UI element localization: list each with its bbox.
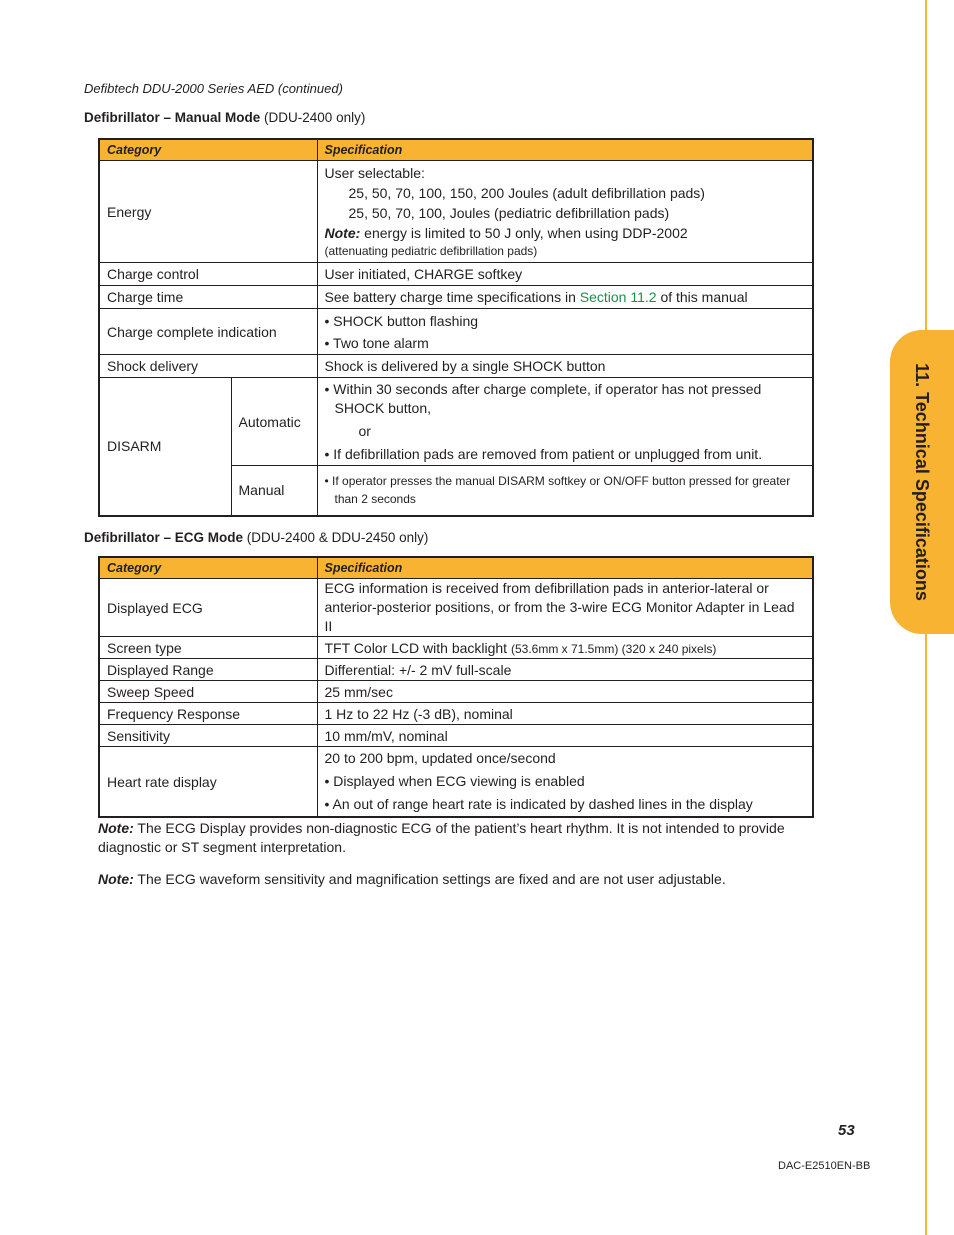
row-label-shock-delivery: Shock delivery [99,355,317,378]
sensitivity-value: 10 mm/mV, nominal [317,725,813,747]
note-1-label: Note: [98,820,134,836]
energy-line-3: 25, 50, 70, 100, Joules (pediatric defibrillation pads) [348,205,670,221]
row-label-charge-control: Charge control [99,263,317,286]
disarm-manual-item: • If operator presses the manual DISARM softkey or ON/OFF button pressed for greater than 2 seconds [324,474,791,507]
displayed-ecg-line-2: anterior-posterior positions, or from the 3-wire ECG Monitor Adapter in Lead II [324,599,795,634]
screen-type-value [317,637,813,659]
row-label-sweep-speed: Sweep Speed [99,681,317,703]
page-number: 53 [838,1122,855,1139]
screen-type-main: TFT Color LCD with backlight [324,639,508,656]
note-1-text: The ECG Display provides non-diagnostic ECG of the patient’s heart rhythm. It is not intended to provide diagnostic or ST segment interpretation. [98,820,785,855]
section-11-2-link[interactable]: Section 11.2 [579,289,657,305]
row-label-charge-time: Charge time [99,286,317,309]
table-row [99,681,813,703]
table-row [99,161,813,263]
charge-complete-item-1: • SHOCK button flashing [324,312,479,329]
ecg-mode-title-rest: (DDU-2400 & DDU-2450 only) [246,530,429,545]
screen-type-dimensions: (53.6mm x 71.5mm) (320 x 240 pixels) [510,641,717,656]
energy-note [325,223,806,243]
document-code: DAC-E2510EN-BB [778,1160,871,1172]
table-header-row [99,557,813,579]
heart-rate-line-3: • An out of range heart rate is indicated by dashed lines in the display [324,796,753,812]
charge-complete-item-2: • Two tone alarm [324,334,429,351]
table-row [99,263,813,286]
displayed-ecg-line-1: ECG information is received from defibrillation pads in anterior-lateral or [324,580,769,596]
disarm-automatic-value [317,378,813,466]
row-label-disarm: DISARM [99,378,231,516]
charge-time-post: of this manual [660,289,748,305]
note-2-text: The ECG waveform sensitivity and magnification settings are fixed and are not user adjustable. [137,871,726,887]
header-specification: Specification [317,139,813,161]
row-label-energy: Energy [99,161,317,263]
charge-time-pre: See battery charge time specifications in [324,289,576,305]
row-label-displayed-range: Displayed Range [99,659,317,681]
sweep-speed-value: 25 mm/sec [317,681,813,703]
manual-mode-title [84,110,365,125]
charge-time-value [317,286,813,309]
table-row [99,703,813,725]
row-label-sensitivity: Sensitivity [99,725,317,747]
table-row [99,355,813,378]
energy-line-2: 25, 50, 70, 100, 150, 200 Joules (adult defibrillation pads) [348,185,705,201]
manual-mode-title-bold: Defibrillator – Manual Mode [84,110,261,125]
charge-control-value: User initiated, CHARGE softkey [317,263,813,286]
disarm-manual-label: Manual [231,466,317,516]
row-label-charge-complete: Charge complete indication [99,309,317,355]
header-category: Category [99,557,317,579]
chapter-tab-label: 11. Technical Specifications [912,363,932,601]
disarm-auto-or: or [358,422,371,439]
note-2-label: Note: [98,871,134,887]
table-row [99,286,813,309]
manual-mode-table [98,138,814,517]
energy-note-text-2: (attenuating pediatric defibrillation pads) [324,244,538,258]
disarm-automatic-label: Automatic [231,378,317,466]
displayed-ecg-value [317,579,813,637]
running-head: Defibtech DDU-2000 Series AED (continued) [84,81,343,96]
frequency-response-value: 1 Hz to 22 Hz (-3 dB), nominal [317,703,813,725]
note-1 [98,819,818,857]
energy-spec [317,161,813,263]
ecg-mode-title-bold: Defibrillator – ECG Mode [84,530,244,545]
ecg-mode-table [98,556,814,818]
table-row [99,725,813,747]
table-row [99,747,813,818]
note-2 [98,870,818,889]
energy-line-1: User selectable: [324,165,425,181]
displayed-range-value: Differential: +/- 2 mV full-scale [317,659,813,681]
manual-mode-title-rest: (DDU-2400 only) [264,110,366,125]
disarm-auto-item-1: • Within 30 seconds after charge complete, if operator has not pressed SHOCK button, [324,380,762,416]
table-header-row [99,139,813,161]
ecg-mode-title [84,530,428,545]
table-row [99,309,813,355]
table-row [99,637,813,659]
header-specification: Specification [317,557,813,579]
table-row [99,378,813,466]
row-label-screen-type: Screen type [99,637,317,659]
disarm-manual-value [317,466,813,516]
heart-rate-line-2: • Displayed when ECG viewing is enabled [324,773,585,789]
row-label-frequency-response: Frequency Response [99,703,317,725]
energy-note-label: Note: [324,225,361,241]
header-category: Category [99,139,317,161]
table-row [99,579,813,637]
energy-note-text: energy is limited to 50 J only, when using DDP-2002 [364,225,688,241]
charge-complete-value [317,309,813,355]
heart-rate-value [317,747,813,818]
disarm-auto-item-2: • If defibrillation pads are removed from patient or unplugged from unit. [324,445,763,462]
row-label-heart-rate: Heart rate display [99,747,317,818]
row-label-displayed-ecg: Displayed ECG [99,579,317,637]
shock-delivery-value: Shock is delivered by a single SHOCK button [317,355,813,378]
table-row [99,659,813,681]
heart-rate-line-1: 20 to 200 bpm, updated once/second [324,750,556,766]
